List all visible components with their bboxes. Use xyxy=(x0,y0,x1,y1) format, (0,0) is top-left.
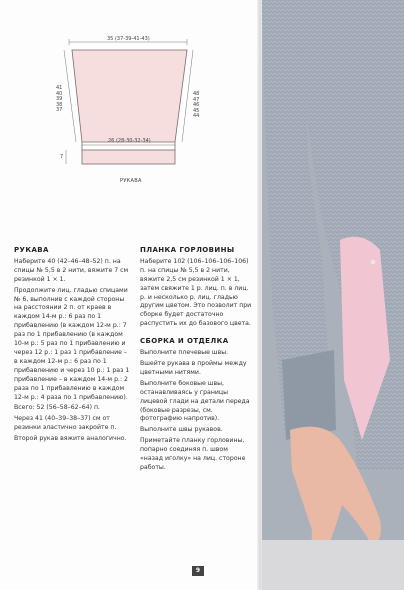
assembly-paragraph: Выполните плечевые швы. xyxy=(140,349,229,357)
cuff-height-label: 7 xyxy=(60,154,64,160)
sleeve-body-shape xyxy=(72,50,187,142)
sleeves-section xyxy=(14,246,132,446)
right-height-labels: 48 47 46 45 44 xyxy=(193,91,200,120)
page-number: 9 xyxy=(192,566,204,576)
assembly-paragraph: Выполните боковые швы, останавливаясь у границы лицевой глади на детали переда (боковые разрезы, см. фотографию напротив). xyxy=(140,379,250,423)
assembly-paragraph: Выполните швы рукавов. xyxy=(140,426,223,434)
sleeve-cuff xyxy=(282,350,336,440)
right-column xyxy=(140,246,252,475)
sleeves-paragraph: Второй рукав вяжите аналогично. xyxy=(14,435,127,443)
assembly-title: СБОРКА И ОТДЕЛКА xyxy=(140,337,229,346)
sleeves-paragraph: Продолжите лиц. гладью спицами № 6, выполнив с каждой стороны на расстоянии 2 п. от краев в каждом 14-м р.: 6 раз по 1 прибавлению (в каждом 12-м р.: 7 раз по 1 прибавлению (в каждом 10-м р.: 5 раз по 1 прибавлению и через 12 р.: 1 раз 1 прибавление – в каждом 12-м р.: 6 раз по 1 прибавлению и через 10 р.: 1 раз 1 прибавление – в каждом 14-м р.: 2 раза по 1 прибавлению в каждом 12-м р.: 4 раза по 1 прибавлению). xyxy=(14,286,130,401)
model-photo xyxy=(262,0,404,590)
top-width-label: 35 (37-39-41-43) xyxy=(107,36,150,42)
neckband-title: ПЛАНКА ГОРЛОВИНЫ xyxy=(140,246,235,254)
assembly-paragraph: Вшейте рукава в проймы между цветными нитями. xyxy=(140,359,247,376)
sweater-photo-illustration xyxy=(262,0,404,590)
sleeves-title: РУКАВА xyxy=(14,246,49,254)
sleeve-schematic xyxy=(52,32,212,192)
sleeves-paragraph: Через 41 (40–39–38–37) см от резинки эластично закройте п. xyxy=(14,415,117,432)
assembly-paragraph: Приметайте планку горловины, попарно соединяя п. швом «назад иголку» на лиц. стороне работы. xyxy=(140,437,246,471)
sleeves-paragraph: Всего: 52 (56–58–62–64) п. xyxy=(14,404,100,412)
trouser-button xyxy=(371,260,376,265)
sleeves-paragraph: Наберите 40 (42–46–48–52) п. на спицы № 5,5 в 2 нити, вяжите 7 см резинкой 1 × 1. xyxy=(14,257,129,283)
neckband-paragraph: Наберите 102 (106–106–106–106) п. на спицы № 5,5 в 2 нити, вяжите 2,5 см резинкой 1 × 1, затем свяжите 1 р. лиц. п. в лиц. р. и несколько р. лиц. гладью другим цветом. Это позволит при сборке будет достаточно распустить их до базового цвета. xyxy=(140,257,252,328)
diagram-caption: РУКАВА xyxy=(120,178,142,184)
left-height-labels: 41 40 39 38 37 xyxy=(56,85,63,114)
sleeve-schematic-drawing xyxy=(52,32,212,192)
cuff-shape xyxy=(82,150,175,164)
bottom-width-label: 26 (28-30-32-34) xyxy=(108,138,151,144)
